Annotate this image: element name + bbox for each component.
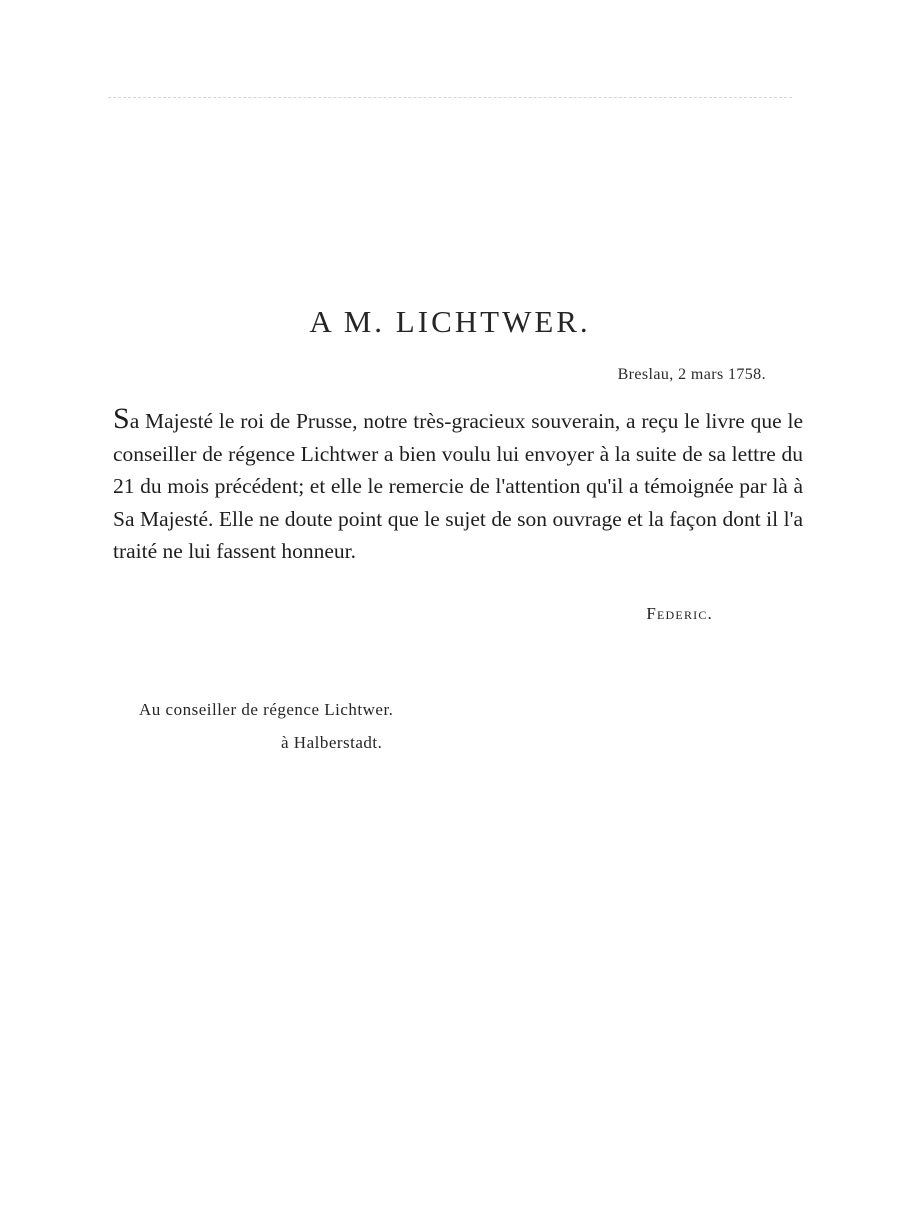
letter-title: A M. LICHTWER. — [309, 304, 591, 339]
signature: Federic. — [646, 604, 713, 623]
address-place: à Halberstadt. — [281, 733, 383, 752]
top-rule — [108, 97, 792, 98]
letter-body: Sa Majesté le roi de Prusse, notre très-gracieux souverain, a reçu le livre que le conseiller de régence Lichtwer a bien voulu lui envoyer à la suite de sa lettre du 21 du mois précédent; et elle le remercie de l'attention qu'il a témoignée par là à Sa Majesté. Elle ne doute point que le sujet de son ouvrage et la façon dont il l'a traité ne lui fassent honneur. — [113, 402, 803, 564]
address-recipient: Au conseiller de régence Lichtwer. — [139, 700, 394, 719]
dateline: Breslau, 2 mars 1758. — [617, 366, 766, 383]
